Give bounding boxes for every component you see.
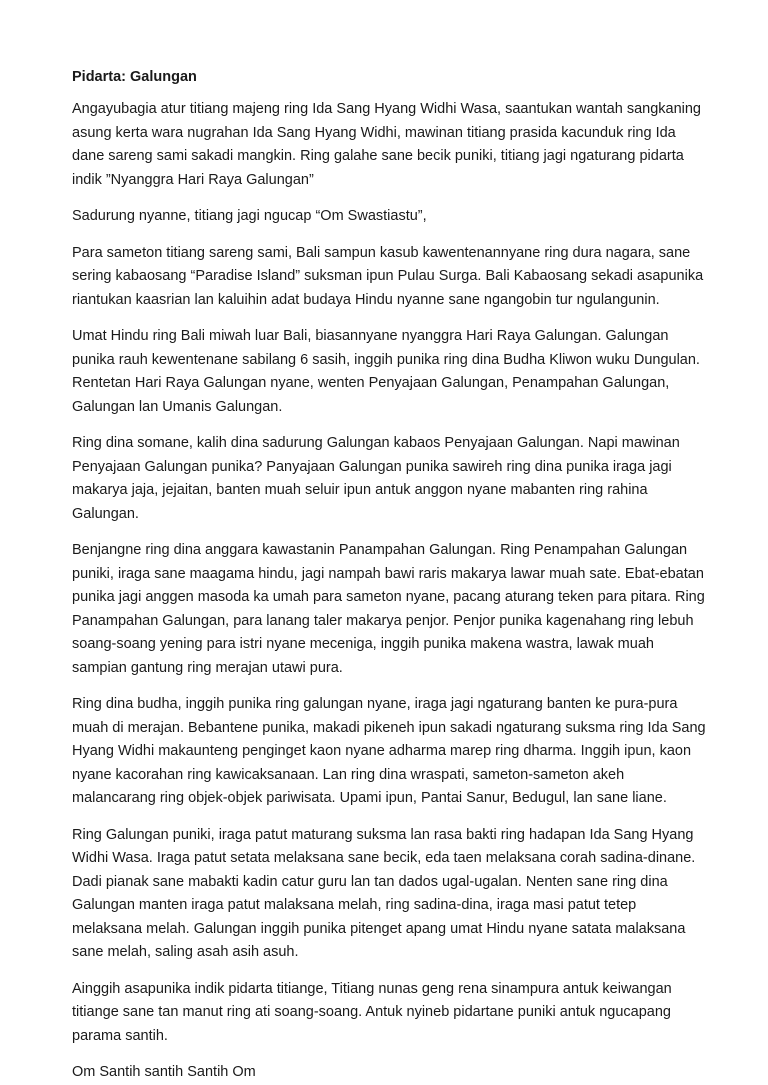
paragraph-greeting: Sadurung nyanne, titiang jagi ngucap “Om Swastiastu”, [72, 208, 427, 224]
paragraph-salutation: Om Santih santih Santih Om [72, 1064, 256, 1080]
paragraph-closing: Ainggih asapunika indik pidarta titiange, Titiang nunas geng rena sinampura antuk keiwangan titiange sane tan manut ring ati soang-soang. Antuk nyineb pidartane puniki antuk ngucapang parama santih. [72, 980, 672, 1044]
paragraph-intro: Angayubagia atur titiang majeng ring Ida Sang Hyang Widhi Wasa, saantukan wantah sangkaning asung kerta wara nugrahan Ida Sang Hyang Widhi, mawinan titiang prasida kacunduk ring Ida dane sareng sami sakadi mangkin. Ring galahe sane becik puniki, titiang jagi ngaturang pidarta indik ”Nyanggra Hari Raya Galungan” [72, 101, 702, 188]
paragraph-galungan-overview: Umat Hindu ring Bali miwah luar Bali, biasannyane nyanggra Hari Raya Galungan. Galungan punika rauh kewentenane sabilang 6 sasih, inggih punika ring dina Budha Kliwon wuku Dungulan. Rentetan Hari Raya Galungan nyane, wenten Penyajaan Galungan, Penampahan Galungan, Galungan lan Umanis Galungan. [72, 328, 700, 415]
paragraph-penyajaan: Ring dina somane, kalih dina sadurung Galungan kabaos Penyajaan Galungan. Napi mawinan Penyajaan Galungan punika? Panyajaan Galungan punika sawireh ring dina punika iraga jagi makarya jaja, jejaitan, banten muah seluir ipun antuk anggon nyane mabanten ring rahina Galungan. [72, 435, 680, 522]
document-title: Pidarta: Galungan [72, 69, 197, 85]
paragraph-bali: Para sameton titiang sareng sami, Bali sampun kasub kawentenannyane ring dura nagara, sane sering kabaosang “Paradise Island” suksman ipun Pulau Surga. Bali Kabaosang sekadi asapunika riantukan kaasrian lan kaluihin adat budaya Hindu nyanne sane ngangobin tur ngulangunin. [72, 244, 704, 308]
paragraph-penampahan: Benjangne ring dina anggara kawastanin Panampahan Galungan. Ring Penampahan Galungan puniki, iraga sane maagama hindu, jagi nampah bawi raris makarya lawar muah sate. Ebat-ebatan punika jagi anggen masoda ka umah para sameton nyane, pacang aturang teken para pitara. Ring Panampahan Galungan, para lanang taler makarya penjor. Penjor punika kagenahang ring lebuh soang-soang yening para istri nyane meceniga, inggih punika makena wastra, lawak muah sampian gantung ring merajan utawi pura. [72, 542, 705, 676]
paragraph-message: Ring Galungan puniki, iraga patut maturang suksma lan rasa bakti ring hadapan Ida Sang Hyang Widhi Wasa. Iraga patut setata melaksana sane becik, eda taen melaksana corah sadina-dinane. Dadi pianak sane mabakti kadin catur guru lan tan dados ugal-ugalan. Nenten sane ring dina Galungan manten iraga patut malaksana melah, ring sadina-dina, iraga masi patut tetep melaksana melah. Galungan inggih punika pitenget apang umat Hindu nyane satata malaksana sane melah, saling asah asih asuh. [72, 826, 696, 960]
paragraph-galungan-day: Ring dina budha, inggih punika ring galungan nyane, iraga jagi ngaturang banten ke pura-pura muah di merajan. Bebantene punika, makadi pikeneh ipun sakadi ngaturang suksma ring Ida Sang Hyang Widhi makaunteng penginget kaon nyane adharma marep ring dharma. Inggih ipun, kaon nyane kacorahan ring kawicaksanaan. Lan ring dina wraspati, sameton-sameton akeh malancarang ring objek-objek pariwisata. Upami ipun, Pantai Sanur, Bedugul, lan sane liane. [72, 696, 706, 806]
